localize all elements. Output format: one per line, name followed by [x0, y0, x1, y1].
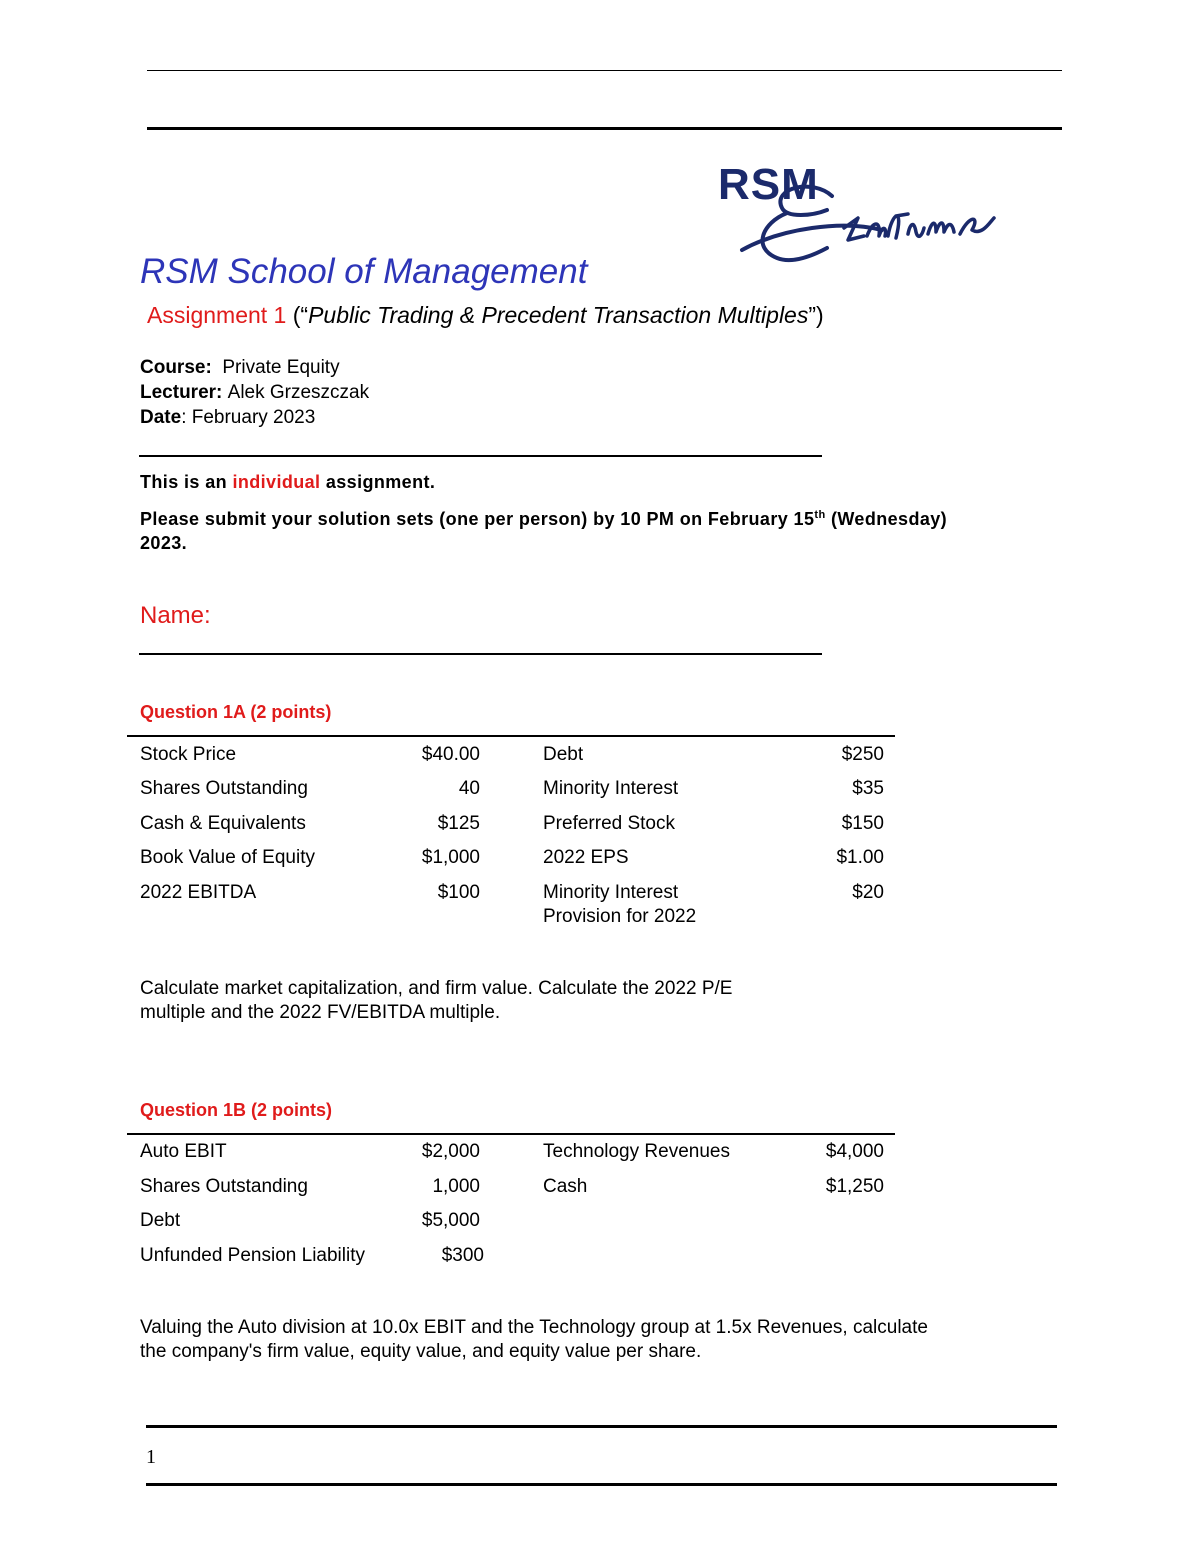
deadline-line-1	[140, 509, 947, 530]
top-rule-thin	[147, 70, 1062, 71]
q1a-left-label: Shares Outstanding	[140, 778, 308, 799]
page-number: 1	[146, 1446, 156, 1468]
q1a-right-label: Debt	[543, 744, 584, 765]
assignment-title	[147, 302, 824, 329]
q1b-right-label: Technology Revenues	[543, 1141, 730, 1162]
individual-notice	[140, 472, 435, 493]
q1a-right-label: 2022 EPS	[543, 847, 629, 868]
q1b-left-value: $300	[441, 1245, 484, 1266]
q1b-left-label: Unfunded Pension Liability	[140, 1245, 365, 1266]
q1a-left-value: $100	[437, 882, 480, 903]
deadline-text: Please submit your solution sets (one per person) by 10 PM on February 15	[140, 509, 815, 529]
course-label: Course:	[140, 357, 212, 378]
assignment-open-quote: (“	[286, 302, 309, 328]
q1a-left-label: Cash & Equivalents	[140, 813, 306, 834]
lecturer-label: Lecturer:	[140, 382, 223, 403]
footer-rule-bottom	[146, 1483, 1057, 1486]
q1b-right-value: $4,000	[825, 1141, 884, 1162]
q1a-right-value: $20	[852, 882, 884, 903]
assignment-label: Assignment 1	[147, 302, 287, 328]
q1a-left-label: Stock Price	[140, 744, 237, 765]
deadline-line-2: 2023.	[140, 533, 188, 553]
date-line	[140, 407, 315, 429]
course-line	[140, 357, 340, 379]
q1b-left-label: Auto EBIT	[140, 1141, 227, 1162]
q1b-instructions-2: the company's firm value, equity value, and equity value per share.	[140, 1341, 702, 1362]
q1a-left-value: $1,000	[421, 847, 480, 868]
assignment-close-quote: ”)	[808, 302, 824, 328]
q1a-instructions-2: multiple and the 2022 FV/EBITDA multiple.	[140, 1002, 501, 1023]
q1a-right-label: Minority Interest	[543, 778, 679, 799]
q1a-instructions-1: Calculate market capitalization, and firm value. Calculate the 2022 P/E	[140, 978, 733, 999]
footer-rule-top	[146, 1425, 1057, 1428]
lecturer-line	[140, 382, 369, 404]
q1a-right-label: Minority Interest	[543, 882, 679, 903]
q1a-table-rule	[127, 735, 895, 737]
q1b-right-value: $1,250	[825, 1176, 884, 1197]
date-label: Date	[140, 407, 182, 428]
deadline-sup: th	[814, 509, 826, 521]
q1b-left-value: $5,000	[421, 1210, 480, 1231]
date-value: : February 2023	[181, 407, 316, 428]
notice-post: assignment.	[320, 472, 436, 492]
name-underline	[139, 653, 822, 655]
q1a-right-label-cont: Provision for 2022	[543, 906, 697, 927]
q1b-heading: Question 1B (2 points)	[140, 1100, 333, 1120]
q1a-left-value: $40.00	[421, 744, 480, 765]
q1a-heading: Question 1A (2 points)	[140, 702, 332, 722]
name-label: Name:	[140, 602, 211, 629]
notice-pre: This is an	[140, 472, 233, 492]
logo-rsm-text: RSM	[718, 160, 819, 209]
q1a-right-value: $35	[852, 778, 884, 799]
q1b-table-rule	[127, 1133, 895, 1135]
q1b-left-value: 1,000	[432, 1176, 480, 1197]
school-title: RSM School of Management	[140, 252, 588, 291]
course-value: Private Equity	[222, 357, 340, 378]
q1b-left-label: Debt	[140, 1210, 181, 1231]
q1b-left-value: $2,000	[421, 1141, 480, 1162]
q1a-left-label: Book Value of Equity	[140, 847, 315, 868]
q1a-right-label: Preferred Stock	[543, 813, 675, 834]
q1a-left-label: 2022 EBITDA	[140, 882, 257, 903]
q1b-left-label: Shares Outstanding	[140, 1176, 308, 1197]
deadline-weekday: (Wednesday)	[825, 509, 948, 529]
q1b-instructions-1: Valuing the Auto division at 10.0x EBIT and the Technology group at 1.5x Revenues, calculate	[140, 1317, 928, 1338]
q1b-right-label: Cash	[543, 1176, 588, 1197]
q1a-right-value: $250	[841, 744, 884, 765]
q1a-left-value: 40	[458, 778, 480, 799]
lecturer-value: Alek Grzeszczak	[227, 382, 370, 403]
q1a-left-value: $125	[437, 813, 480, 834]
assignment-topic: Public Trading & Precedent Transaction Multiples	[308, 302, 809, 328]
meta-divider	[139, 455, 822, 457]
q1a-right-value: $150	[841, 813, 884, 834]
top-rule-thick	[147, 127, 1062, 130]
notice-highlight: individual	[232, 472, 321, 492]
erasmus-logo-script	[732, 168, 1032, 278]
q1a-right-value: $1.00	[836, 847, 884, 868]
